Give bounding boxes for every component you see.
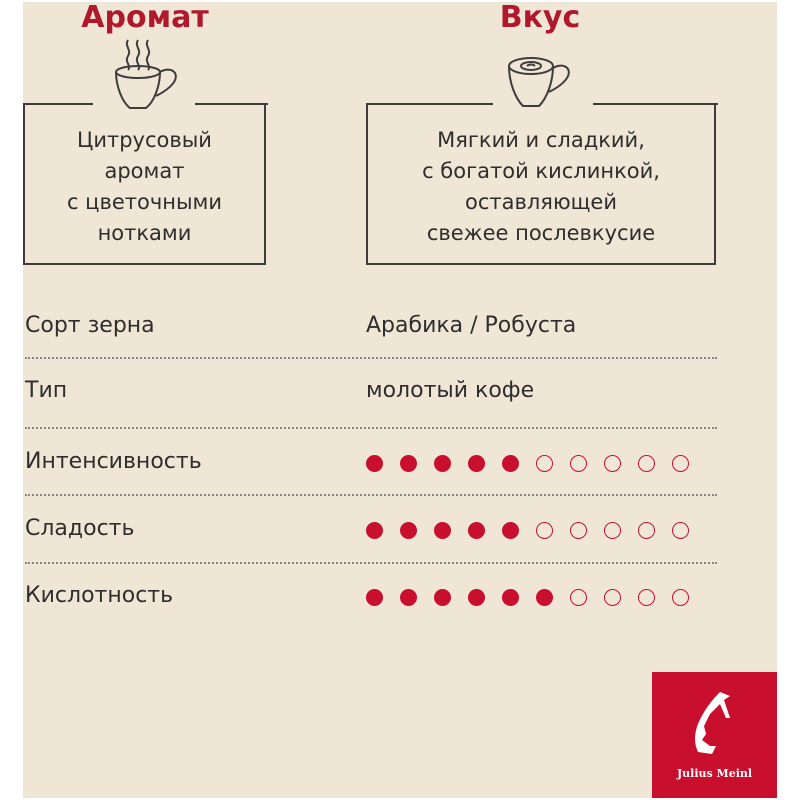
- filled-dot: [400, 455, 417, 472]
- empty-dot: [570, 522, 587, 539]
- spec-value: молотый кофе: [366, 378, 535, 403]
- divider: [25, 427, 717, 429]
- filled-dot: [468, 522, 485, 539]
- taste-line: оставляющей: [465, 190, 617, 214]
- empty-dot: [638, 522, 655, 539]
- filled-dot: [468, 589, 485, 606]
- empty-dot: [604, 522, 621, 539]
- taste-line: свежее послевкусие: [426, 221, 656, 245]
- empty-dot: [604, 455, 621, 472]
- aroma-box: [23, 103, 266, 265]
- julius-meinl-logo: [652, 672, 777, 798]
- rating-dots: [366, 589, 689, 606]
- divider: [25, 562, 717, 564]
- taste-title: Вкус: [499, 0, 581, 35]
- divider: [25, 494, 717, 496]
- filled-dot: [366, 589, 383, 606]
- spec-label: Кислотность: [25, 583, 174, 608]
- filled-dot: [434, 589, 451, 606]
- filled-dot: [366, 455, 383, 472]
- spec-label: Тип: [25, 378, 68, 403]
- logo-figure-icon: [690, 690, 740, 760]
- empty-dot: [638, 455, 655, 472]
- empty-dot: [570, 589, 587, 606]
- filled-dot: [502, 455, 519, 472]
- empty-dot: [536, 522, 553, 539]
- taste-box: [366, 103, 716, 265]
- spec-label: Сорт зерна: [25, 313, 155, 338]
- empty-dot: [672, 455, 689, 472]
- spec-label: Интенсивность: [25, 449, 202, 474]
- aroma-line: аромат: [104, 159, 185, 183]
- aroma-line: нотками: [97, 221, 192, 245]
- empty-dot: [672, 522, 689, 539]
- filled-dot: [366, 522, 383, 539]
- empty-dot: [536, 455, 553, 472]
- aroma-title: Аромат: [81, 0, 209, 35]
- filled-dot: [502, 589, 519, 606]
- filled-dot: [400, 522, 417, 539]
- filled-dot: [434, 455, 451, 472]
- spec-value: Арабика / Робуста: [366, 313, 577, 338]
- filled-dot: [536, 589, 553, 606]
- taste-line: Мягкий и сладкий,: [437, 128, 645, 152]
- divider: [25, 357, 717, 359]
- filled-dot: [434, 522, 451, 539]
- brand-name: Julius Meinl: [676, 767, 753, 780]
- aroma-line: Цитрусовый: [77, 128, 212, 152]
- filled-dot: [400, 589, 417, 606]
- filled-dot: [468, 455, 485, 472]
- empty-dot: [604, 589, 621, 606]
- empty-dot: [570, 455, 587, 472]
- aroma-line: с цветочными: [66, 190, 223, 214]
- empty-dot: [672, 589, 689, 606]
- rating-dots: [366, 522, 689, 539]
- filled-dot: [502, 522, 519, 539]
- empty-dot: [638, 589, 655, 606]
- rating-dots: [366, 455, 689, 472]
- taste-line: с богатой кислинкой,: [422, 159, 660, 183]
- spec-label: Сладость: [25, 516, 135, 541]
